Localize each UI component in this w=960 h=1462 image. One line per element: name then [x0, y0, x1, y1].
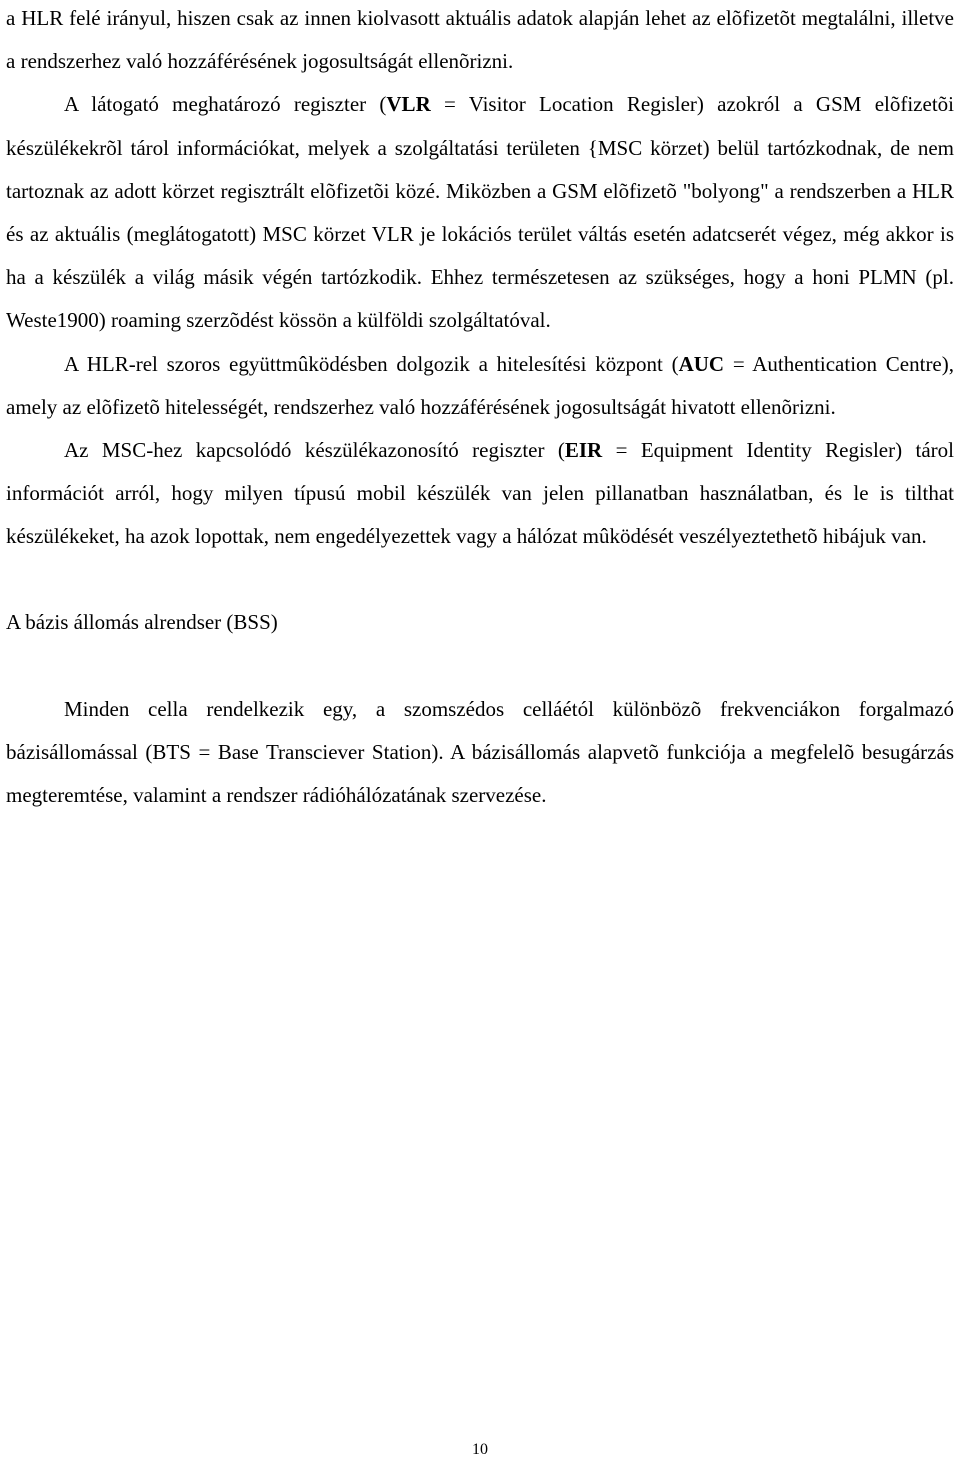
paragraph-text: = Visitor Location Regisler) azokról a GSM elõfizetõi készülékekrõl tárol információkat, melyek a szolgáltatási területen {MSC körzet) belül tartózkodnak, de nem tartoznak az adott körzet regisztrált elõfizetõi közé. Miközben a GSM elõfizetõ "bolyong" a rendszerben a HLR és az aktuális (meglátogatott) MSC körzet VLR je lokációs terület váltás esetén adatcserét végez, még akkor is ha a készülék a világ másik végén tartózkodik. Ehhez természetesen az szükséges, hogy a honi PLMN (pl. Weste1900) roaming szerzõdést kössön a külföldi szolgáltatóval. — [6, 92, 954, 333]
paragraph-text: A HLR-rel szoros együttmûködésben dolgozik a hitelesítési központ ( — [64, 351, 679, 376]
paragraph-text: a HLR felé irányul, hiszen csak az innen kiolvasott aktuális adatok alapján lehet az elõfizetõt megtalálni, illetve a rendszerhez való hozzáférésének jogosultságát ellenõrizni. — [6, 6, 954, 74]
paragraph-bss: Minden cella rendelkezik egy, a szomszédos celláétól különbözõ frekvenciákon forgalmazó bázisállomással (BTS = Base Transciever Station). A bázisállomás alapvetõ funkciója a megfelelõ besugárzás megteremtése, valamint a rendszer rádióhálózatának szervezése. — [6, 696, 954, 808]
section-heading: A bázis állomás alrendser (BSS) — [6, 609, 278, 634]
paragraph-text: Az MSC-hez kapcsolódó készülékazonosító regiszter ( — [64, 438, 565, 463]
term-auc: AUC — [678, 351, 725, 376]
paragraph-text: A látogató meghatározó regiszter ( — [64, 92, 387, 117]
paragraph-text: = Equipment Identity Regisler) tárol információt arról, hogy milyen típusú mobil készülék van jelen pillanatban használatban, és le is tilthat készülékeket, ha azok lopottak, nem engedélyezettek vagy a hálózat mûködését veszélyeztethetõ hibájuk van. — [6, 438, 954, 549]
term-vlr: VLR — [386, 92, 431, 117]
paragraph-auc — [6, 343, 954, 429]
document-page — [6, 0, 954, 817]
paragraph-text: = Authentication Centre), amely az elõfizetõ hitelességét, rendszerhez való hozzáférésének jogosultságát hivatott ellenõrizni. — [6, 351, 954, 419]
paragraph-hlr-continuation — [6, 0, 954, 83]
paragraph-vlr — [6, 83, 954, 342]
page-number: 10 — [472, 1441, 488, 1458]
term-eir: EIR — [564, 438, 603, 463]
paragraph-eir — [6, 429, 954, 559]
